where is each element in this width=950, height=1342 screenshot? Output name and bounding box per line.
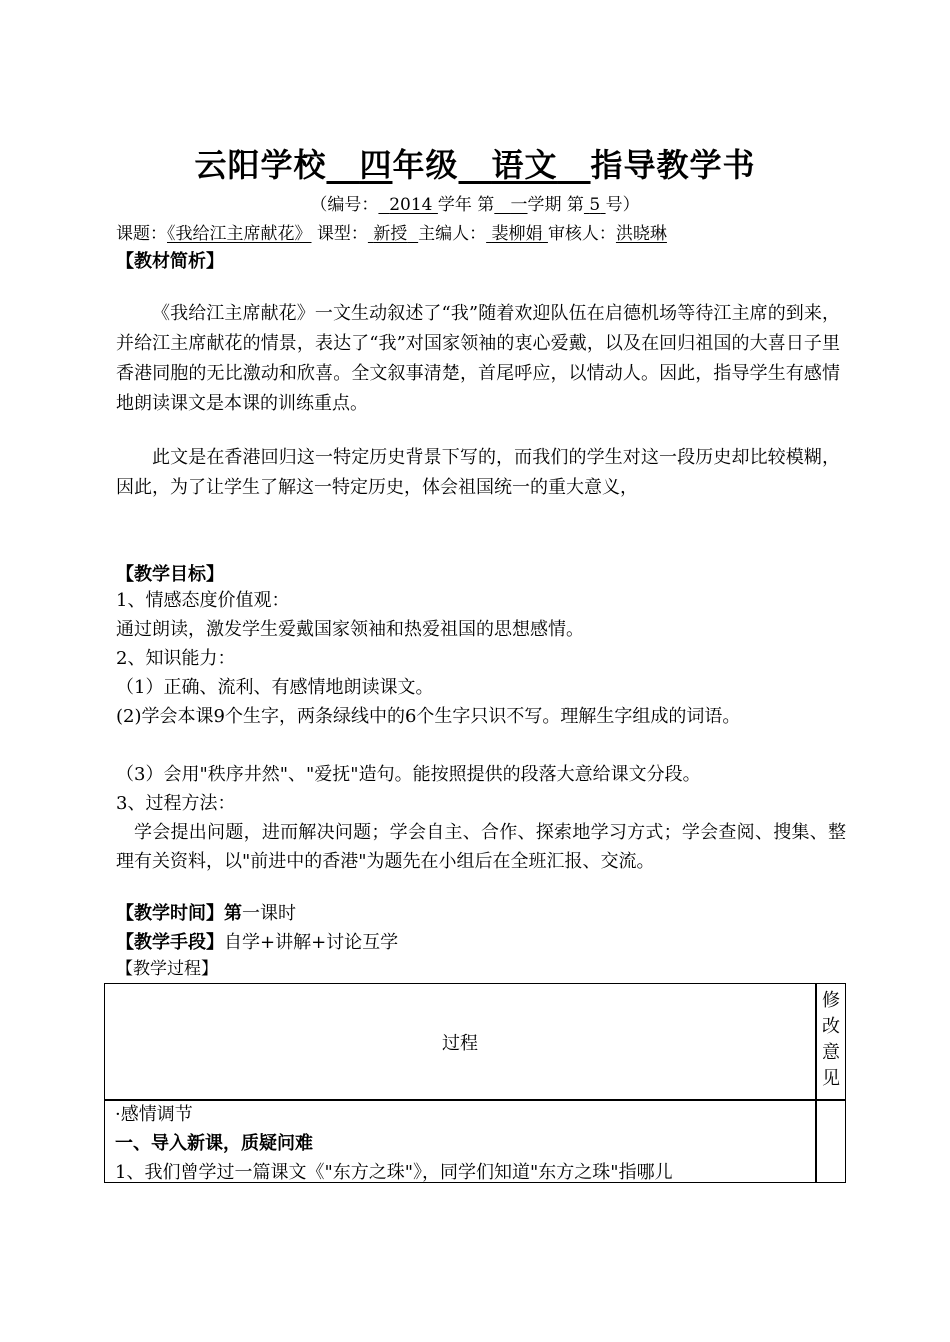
doc-type: 指导教学书 [590, 146, 756, 184]
term-field: 一 [510, 195, 528, 215]
process-table [104, 983, 846, 1183]
editor-value: 裴柳娟 [491, 224, 543, 244]
analysis-paragraph-1: 《我给江主席献花》一文生动叙述了“我”随着欢迎队伍在启德机场等待江主席的到来，并给江主席献花的情景，表达了“我”对国家领袖的衷心爱戴，以及在回归祖国的大喜日子里香港同胞的无比激动和欣喜。全文叙事清楚，首尾呼应，以情动人。因此，指导学生有感情地朗读课文是本课的训练重点。 [116, 303, 840, 414]
goal-2-item-2: (2)学会本课9个生字，两条绿线中的6个生字只识不写。理解生字组成的词语。 [116, 706, 741, 727]
analysis-heading: 【教材简析】 [116, 251, 224, 272]
grade-suffix: 年级 [392, 146, 459, 184]
goal-2-title: 2、知识能力： [116, 648, 236, 669]
subject-field: 语文 [491, 146, 558, 184]
grade-field: 四 [359, 146, 393, 184]
year-field: 2014 [389, 195, 433, 215]
teaching-time: 【教学时间】第一课时 [116, 903, 296, 924]
process-content [115, 1100, 815, 1187]
goals-heading: 【教学目标】 [116, 564, 224, 585]
goal-1-text: 通过朗读，激发学生爱戴国家领袖和热爱祖国的思想感情。 [116, 619, 584, 640]
reviewer-value: 洪晓琳 [615, 224, 667, 244]
process-heading: 【教学过程】 [116, 959, 218, 979]
process-row: 一、导入新课，质疑问难 [115, 1133, 313, 1154]
topic-value: 《我给江主席献花》 [167, 224, 312, 244]
goal-3-title: 3、过程方法： [116, 793, 236, 814]
type-value: 新授 [373, 224, 408, 244]
process-row: 1、我们曾学过一篇课文《"东方之珠"》，同学们知道"东方之珠"指哪儿 [115, 1162, 673, 1183]
school-name: 云阳学校 [194, 146, 327, 184]
goal-1-title: 1、情感态度价值观： [116, 590, 290, 611]
goal-2-item-1: （1）正确、流利、有感情地朗读课文。 [116, 677, 434, 698]
teaching-means: 【教学手段】自学+讲解+讨论互学 [116, 932, 399, 953]
goal-3-text: 学会提出问题，进而解决问题；学会自主、合作、探索地学习方式；学会查阅、搜集、整理有关资料，以"前进中的香港"为题先在小组后在全班汇报、交流。 [116, 822, 846, 872]
revise-column-header: 修 改 意 见 [822, 990, 840, 1089]
goal-2-item-3: （3）会用"秩序井然"、"爱抚"造句。能按照提供的段落大意给课文分段。 [116, 764, 701, 785]
document-title [0, 140, 950, 186]
number-field: 5 [589, 195, 601, 215]
process-row: ·感情调节 [115, 1104, 193, 1125]
process-column-header: 过程 [442, 1032, 478, 1054]
lesson-info: 课题：《我给江主席献花》 课型： 新授 主编人： 裴柳娟 审核人：洪晓琳 [116, 224, 667, 244]
serial-line: （编号： 2014 学年 第 一学期 第 5 号） [310, 195, 640, 215]
analysis-paragraph-2: 此文是在香港回归这一特定历史背景下写的，而我们的学生对这一段历史却比较模糊，因此，为了让学生了解这一特定历史，体会祖国统一的重大意义， [116, 447, 840, 498]
